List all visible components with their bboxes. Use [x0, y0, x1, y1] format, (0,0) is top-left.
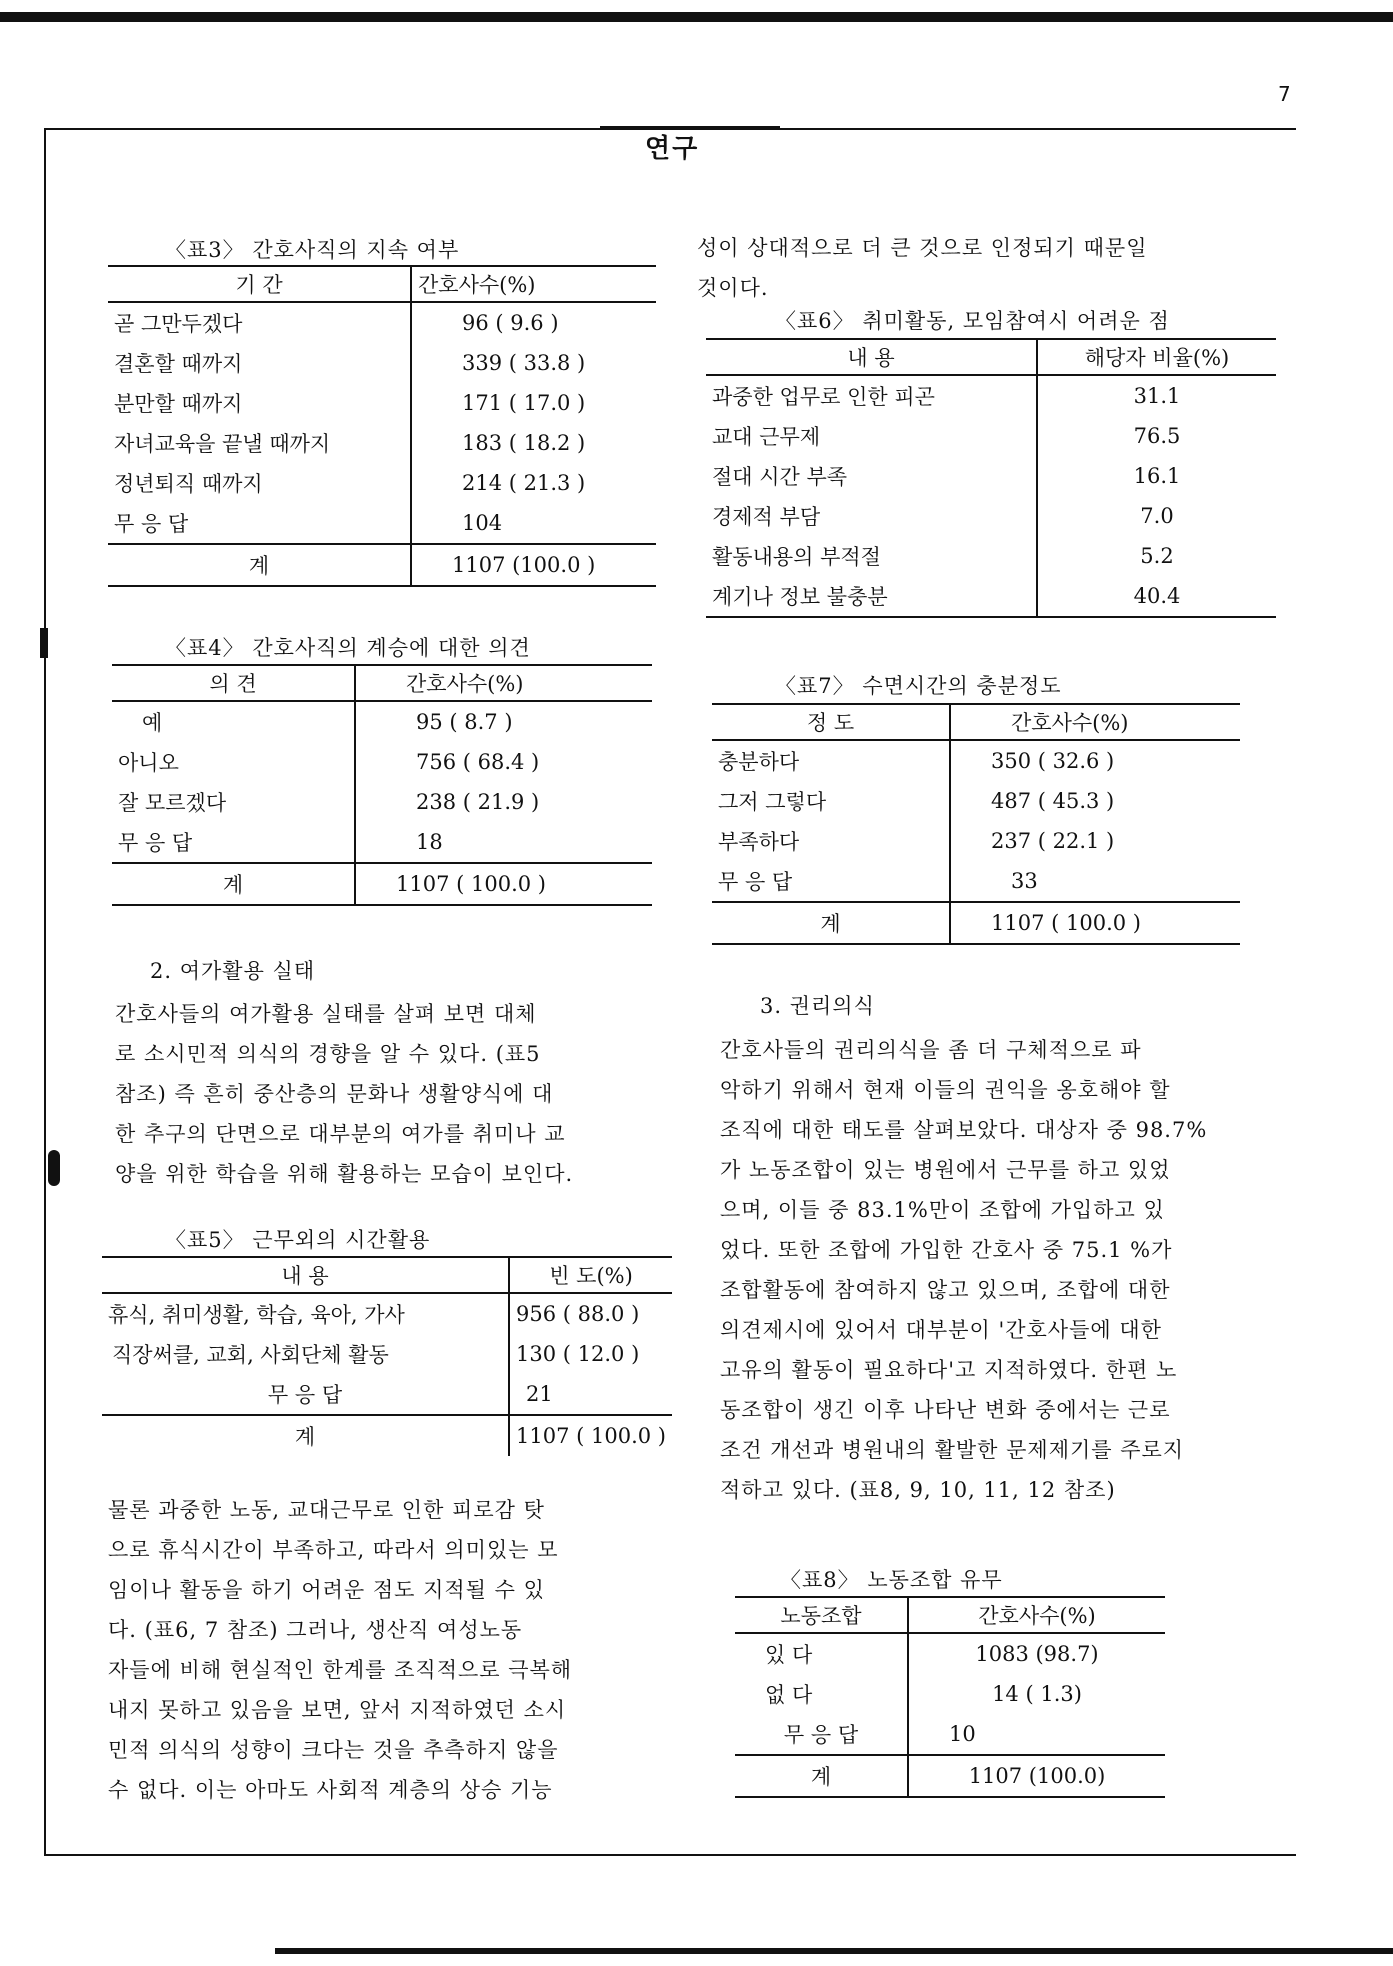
total-label: 계: [712, 902, 950, 944]
text-line: 고유의 활동이 필요하다'고 지적하였다. 한편 노: [720, 1358, 1178, 1382]
text-line: 수 없다. 이는 아마도 사회적 계층의 상승 기능: [108, 1778, 553, 1802]
table-row: [712, 861, 1240, 902]
table-row: [112, 742, 652, 782]
section3-body: [720, 1030, 1207, 1510]
row-value: 40.4: [1037, 576, 1276, 617]
row-value: 14 ( 1.3): [992, 1682, 1082, 1706]
table-row: [102, 1374, 672, 1415]
page-number: 7: [1278, 82, 1291, 106]
row-value: 5.2: [1140, 544, 1174, 568]
total-value: 1107 ( 100.0 ): [355, 863, 652, 905]
row-value: 339 ( 33.8 ): [462, 351, 586, 375]
row-label: 부족하다: [712, 821, 950, 861]
text-line: 으로 휴식시간이 부족하고, 따라서 의미있는 모: [108, 1538, 559, 1562]
table-row: [735, 1714, 1165, 1755]
table8: [735, 1596, 1165, 1798]
row-value: 183 ( 18.2 ): [462, 431, 586, 455]
row-value: 95 ( 8.7 ): [416, 710, 513, 734]
row-label: 계기나 정보 불충분: [706, 576, 1037, 617]
row-label: 활동내용의 부적절: [706, 536, 1037, 576]
section-title: 연구: [645, 134, 700, 164]
table4-header-count: 간호사수(%): [355, 665, 652, 701]
row-value: 10: [949, 1722, 976, 1746]
table-row: [112, 701, 652, 742]
table3-header-count: 간호사수(%): [411, 266, 656, 302]
text-line: 성이 상대적으로 더 큰 것으로 인정되기 때문일: [697, 236, 1148, 260]
table6: [706, 338, 1276, 618]
row-value: 237 ( 22.1 ): [991, 829, 1115, 853]
row-label: 휴식, 취미생활, 학습, 육아, 가사: [102, 1293, 509, 1334]
text-line: 의견제시에 있어서 대부분이 '간호사들에 대한: [720, 1318, 1162, 1342]
scan-mark: [48, 1150, 60, 1186]
row-label: 무 응 답: [108, 503, 411, 544]
table-row: [706, 576, 1276, 617]
table-row: [712, 740, 1240, 781]
total-value: 1107 (100.0 ): [411, 544, 656, 586]
row-label: 충분하다: [712, 740, 950, 781]
table8-caption: 〈표8〉 노동조합 유무: [780, 1568, 1003, 1592]
row-label: 그저 그렇다: [712, 781, 950, 821]
total-label: 계: [112, 863, 355, 905]
row-label: 곧 그만두겠다: [108, 302, 411, 343]
table-row: [112, 822, 652, 863]
table-row: [102, 1293, 672, 1334]
row-value: 214 ( 21.3 ): [462, 471, 586, 495]
table-row: [108, 343, 656, 383]
text-line: 으며, 이들 중 83.1%만이 조합에 가입하고 있: [720, 1198, 1165, 1222]
row-label: 절대 시간 부족: [706, 456, 1037, 496]
table4-caption: 〈표4〉 간호사직의 계승에 대한 의견: [165, 636, 531, 660]
row-value: 956 ( 88.0 ): [516, 1302, 640, 1326]
table-row: [706, 375, 1276, 416]
text-line: 동조합이 생긴 이후 나타난 변화 중에서는 근로: [720, 1398, 1171, 1422]
row-value: 1083 (98.7): [975, 1642, 1099, 1666]
table-row: [108, 503, 656, 544]
text-line: 양을 위한 학습을 위해 활용하는 모습이 보인다.: [115, 1162, 574, 1186]
text-line: 참조) 즉 흔히 중산층의 문화나 생활양식에 대: [115, 1082, 554, 1106]
table-row: [706, 456, 1276, 496]
table5-header-freq: 빈 도(%): [509, 1257, 672, 1293]
total-value: 1107 ( 100.0 ): [509, 1415, 672, 1456]
top-rule: [0, 12, 1393, 22]
scan-mark: [40, 628, 48, 658]
text-line: 간호사들의 여가활용 실태를 살펴 보면 대체: [115, 1002, 537, 1026]
row-value: 7.0: [1140, 504, 1174, 528]
table7-header-degree: 정 도: [712, 704, 950, 740]
text-line: 가 노동조합이 있는 병원에서 근무를 하고 있었: [720, 1158, 1171, 1182]
table-total-row: [112, 863, 652, 905]
right-top-body: [697, 228, 1147, 308]
row-label: 잘 모르겠다: [112, 782, 355, 822]
table6-header-ratio: 해당자 비율(%): [1037, 339, 1276, 375]
total-label: 계: [735, 1755, 908, 1797]
table6-header-content: 내 용: [706, 339, 1037, 375]
table5: [102, 1256, 672, 1456]
section2-body: [115, 994, 573, 1194]
text-line: 다. (표6, 7 참조) 그러나, 생산직 여성노동: [108, 1618, 523, 1642]
row-label: 결혼할 때까지: [108, 343, 411, 383]
text-line: 었다. 또한 조합에 가입한 간호사 중 75.1 %가: [720, 1238, 1173, 1262]
table-row: [706, 496, 1276, 536]
row-value: 31.1: [1133, 384, 1181, 408]
row-label: 직장써클, 교회, 사회단체 활동: [102, 1334, 509, 1374]
row-label: 아니오: [112, 742, 355, 782]
row-label: 경제적 부담: [706, 496, 1037, 536]
row-value: 130 ( 12.0 ): [516, 1342, 640, 1366]
table3-header-period: 기 간: [108, 266, 411, 302]
row-label: 과중한 업무로 인한 피곤: [706, 375, 1037, 416]
text-line: 자들에 비해 현실적인 한계를 조직적으로 극복해: [108, 1658, 573, 1682]
table7-header-count: 간호사수(%): [950, 704, 1240, 740]
text-line: 조합활동에 참여하지 않고 있으며, 조합에 대한: [720, 1278, 1171, 1302]
row-label: 무 응 답: [735, 1714, 908, 1755]
table-row: [712, 821, 1240, 861]
table-row: [706, 416, 1276, 456]
text-line: 조건 개선과 병원내의 활발한 문제제기를 주로지: [720, 1438, 1185, 1462]
text-line: 물론 과중한 노동, 교대근무로 인한 피로감 탓: [108, 1498, 545, 1522]
table4-header-opinion: 의 견: [112, 665, 355, 701]
table6-caption: 〈표6〉 취미활동, 모임참여시 어려운 점: [775, 309, 1170, 333]
text-line: 임이나 활동을 하기 어려운 점도 지적될 수 있: [108, 1578, 545, 1602]
row-label: 무 응 답: [712, 861, 950, 902]
row-value: 18: [416, 830, 443, 854]
row-label: 자녀교육을 끝낼 때까지: [108, 423, 411, 463]
row-label: 교대 근무제: [706, 416, 1037, 456]
table-row: [735, 1674, 1165, 1714]
table-total-row: [108, 544, 656, 586]
table5-header-content: 내 용: [102, 1257, 509, 1293]
total-value: 1107 ( 100.0 ): [950, 902, 1240, 944]
text-line: 로 소시민적 의식의 경향을 알 수 있다. (표5: [115, 1042, 541, 1066]
bottom-rule: [275, 1948, 1393, 1954]
row-label: 정년퇴직 때까지: [108, 463, 411, 503]
text-line: 내지 못하고 있음을 보면, 앞서 지적하였던 소시: [108, 1698, 567, 1722]
table7-caption: 〈표7〉 수면시간의 충분정도: [775, 674, 1062, 698]
row-label: 분만할 때까지: [108, 383, 411, 423]
total-label: 계: [108, 544, 411, 586]
row-value: 21: [526, 1382, 553, 1406]
text-line: 조직에 대한 태도를 살펴보았다. 대상자 중 98.7%: [720, 1118, 1208, 1142]
row-value: 96 ( 9.6 ): [462, 311, 559, 335]
row-value: 104: [462, 511, 503, 535]
table4: [112, 664, 652, 906]
total-value: 1107 (100.0): [908, 1755, 1165, 1797]
text-line: 악하기 위해서 현재 이들의 권익을 옹호해야 할: [720, 1078, 1171, 1102]
row-value: 16.1: [1133, 464, 1181, 488]
row-value: 238 ( 21.9 ): [416, 790, 540, 814]
table-total-row: [735, 1755, 1165, 1797]
table3: [108, 265, 656, 587]
row-value: 171 ( 17.0 ): [462, 391, 586, 415]
table-row: [108, 423, 656, 463]
row-value: 350 ( 32.6 ): [991, 749, 1115, 773]
row-value: 756 ( 68.4 ): [416, 750, 540, 774]
row-label: 예: [112, 701, 355, 742]
text-line: 적하고 있다. (표8, 9, 10, 11, 12 참조): [720, 1478, 1116, 1502]
table7: [712, 703, 1240, 945]
row-label: 없 다: [735, 1674, 908, 1714]
text-line: 간호사들의 권리의식을 좀 더 구체적으로 파: [720, 1038, 1142, 1062]
table-total-row: [102, 1415, 672, 1456]
table-row: [108, 383, 656, 423]
table8-header-union: 노동조합: [735, 1597, 908, 1633]
row-value: 76.5: [1133, 424, 1181, 448]
table-row: [735, 1633, 1165, 1674]
row-label: 있 다: [735, 1633, 908, 1674]
table-row: [102, 1334, 672, 1374]
table3-caption: 〈표3〉 간호사직의 지속 여부: [165, 238, 460, 262]
section3-heading: 3. 권리의식: [760, 994, 875, 1018]
table5-caption: 〈표5〉 근무외의 시간활용: [165, 1228, 431, 1252]
text-line: 것이다.: [697, 276, 769, 300]
total-label: 계: [102, 1415, 509, 1456]
table-row: [112, 782, 652, 822]
table-row: [706, 536, 1276, 576]
table-row: [108, 463, 656, 503]
row-label: 무 응 답: [112, 822, 355, 863]
table-row: [108, 302, 656, 343]
section2-heading: 2. 여가활용 실태: [150, 959, 316, 983]
table8-header-count: 간호사수(%): [908, 1597, 1165, 1633]
row-value: 487 ( 45.3 ): [991, 789, 1115, 813]
text-line: 한 추구의 단면으로 대부분의 여가를 취미나 교: [115, 1122, 566, 1146]
row-value: 33: [1011, 869, 1038, 893]
left-bottom-body: [108, 1490, 572, 1810]
row-label: 무 응 답: [102, 1374, 509, 1415]
table-total-row: [712, 902, 1240, 944]
text-line: 민적 의식의 성향이 크다는 것을 추측하지 않을: [108, 1738, 559, 1762]
table-row: [712, 781, 1240, 821]
